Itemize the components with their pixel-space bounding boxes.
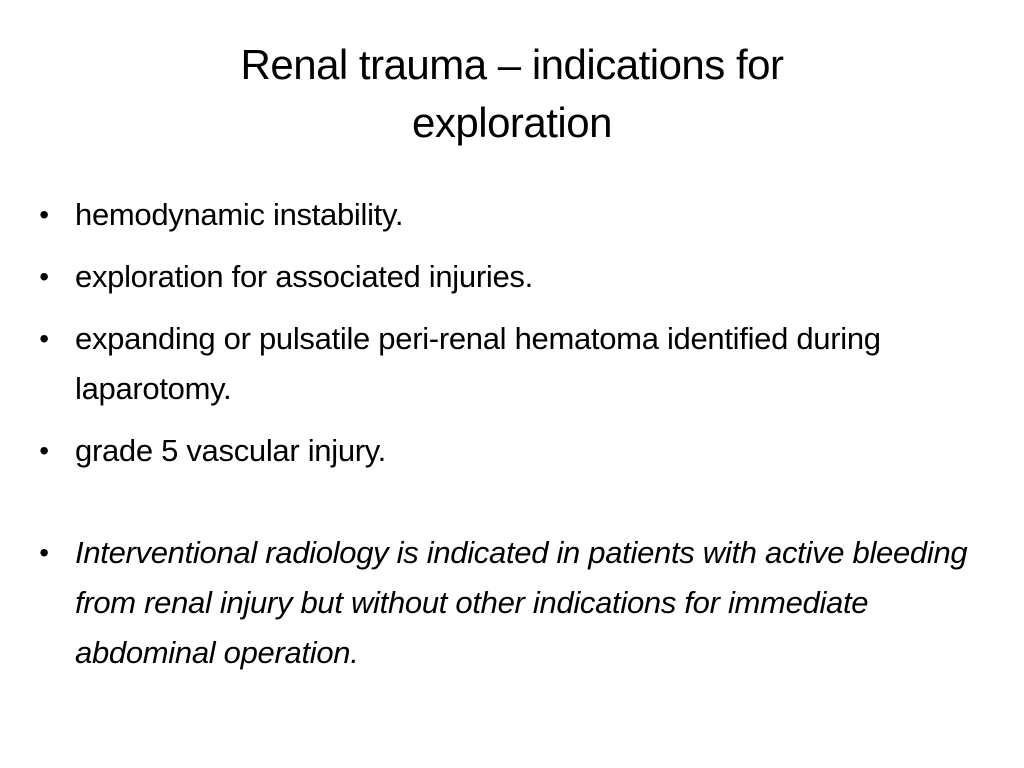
bullet-text: Interventional radiology is indicated in patients with active bleeding from renal injury but without other indications for immediate abdominal operation. xyxy=(75,535,968,670)
bullet-text: hemodynamic instability. xyxy=(75,197,404,232)
bullet-icon: • xyxy=(39,435,49,466)
bullet-icon: • xyxy=(39,261,49,292)
bullet-item-hemodynamic xyxy=(34,190,994,240)
bullet-item-associated-injuries xyxy=(34,252,994,302)
slide-title-line-2: exploration xyxy=(412,99,612,146)
bullet-item-vascular-injury xyxy=(34,426,994,476)
slide-title xyxy=(60,36,964,152)
bullet-list xyxy=(34,190,994,690)
bullet-text: grade 5 vascular injury. xyxy=(75,433,386,468)
bullet-icon: • xyxy=(39,537,49,568)
bullet-item-interventional-radiology xyxy=(34,528,994,678)
bullet-item-hematoma xyxy=(34,314,994,414)
bullet-text: expanding or pulsatile peri-renal hematoma identified during laparotomy. xyxy=(75,321,881,406)
bullet-text: exploration for associated injuries. xyxy=(75,259,533,294)
slide-title-line-1: Renal trauma – indications for xyxy=(240,41,784,88)
bullet-icon: • xyxy=(39,199,49,230)
bullet-icon: • xyxy=(39,323,49,354)
